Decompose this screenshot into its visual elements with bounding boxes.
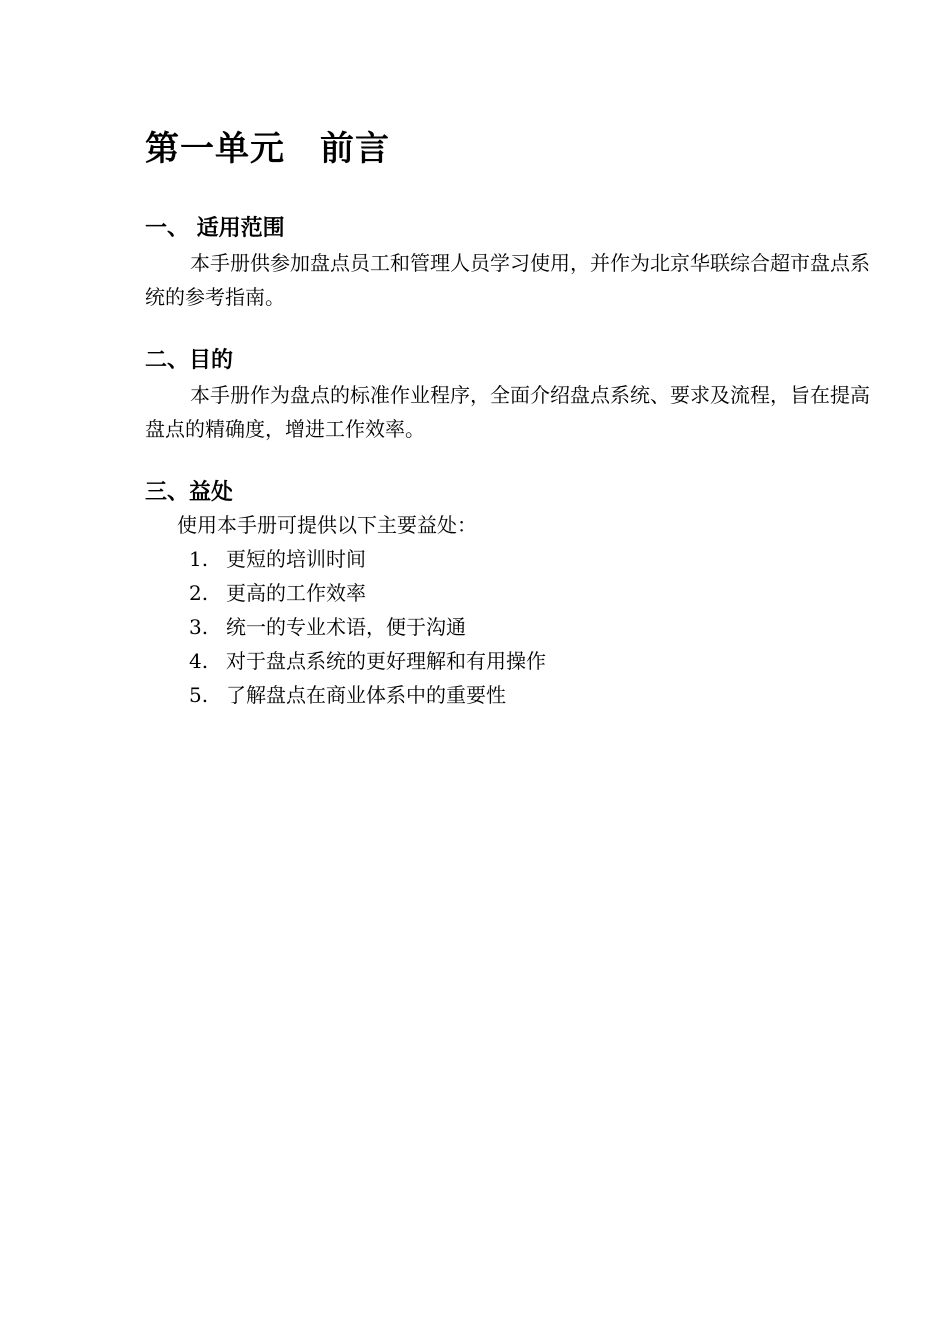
list-item-text: 更短的培训时间 bbox=[226, 547, 366, 571]
list-item-number: 3. bbox=[189, 615, 209, 639]
benefits-list bbox=[189, 542, 546, 712]
list-item bbox=[189, 678, 546, 712]
section-body-scope: 本手册供参加盘点员工和管理人员学习使用，并作为北京华联综合超市盘点系统的参考指南。 bbox=[145, 251, 870, 309]
list-item bbox=[189, 542, 546, 576]
list-item-text: 对于盘点系统的更好理解和有用操作 bbox=[226, 649, 546, 673]
list-item-number: 1. bbox=[189, 547, 209, 571]
section-heading-purpose: 二、目的 bbox=[145, 348, 234, 373]
benefits-intro: 使用本手册可提供以下主要益处： bbox=[177, 513, 477, 537]
list-item bbox=[189, 644, 546, 678]
list-item-number: 4. bbox=[189, 649, 209, 673]
list-item bbox=[189, 576, 546, 610]
list-item-text: 统一的专业术语，便于沟通 bbox=[226, 615, 466, 639]
section-body-purpose: 本手册作为盘点的标准作业程序，全面介绍盘点系统、要求及流程，旨在提高盘点的精确度，增进工作效率。 bbox=[145, 383, 870, 441]
list-item-text: 了解盘点在商业体系中的重要性 bbox=[226, 683, 506, 707]
section-heading-scope: 一、 适用范围 bbox=[145, 216, 285, 241]
section-heading-benefits: 三、益处 bbox=[145, 480, 234, 505]
list-item-text: 更高的工作效率 bbox=[226, 581, 366, 605]
list-item-number: 2. bbox=[189, 581, 209, 605]
page-title: 第一单元 前言 bbox=[145, 129, 390, 169]
list-item-number: 5. bbox=[189, 683, 209, 707]
list-item bbox=[189, 610, 546, 644]
